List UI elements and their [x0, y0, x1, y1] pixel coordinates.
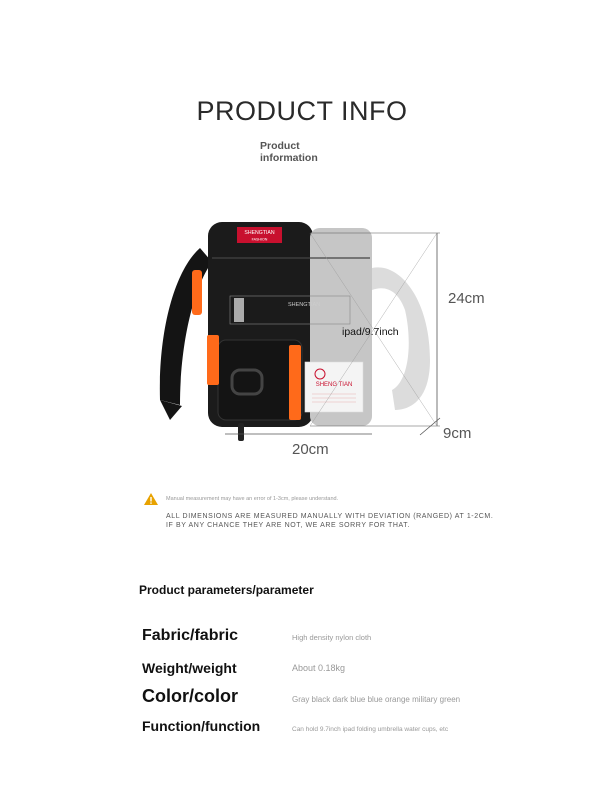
param-value-function: Can hold 9.7inch ipad folding umbrella water cups, etc [292, 726, 449, 733]
param-value-fabric: High density nylon cloth [292, 633, 372, 642]
warning-icon [143, 492, 159, 506]
bag-strap-left [160, 248, 212, 405]
strap-accent [192, 270, 202, 315]
front-label-text: SHENGTIAN [288, 302, 321, 308]
width-label: 20cm [292, 441, 329, 458]
zipper-pull [238, 423, 244, 441]
page-title: PRODUCT INFO [196, 96, 408, 126]
orange-tab-left [207, 335, 219, 385]
page-subtitle [260, 140, 340, 164]
param-key-fabric: Fabric/fabric [142, 627, 239, 644]
param-key-color: Color/color [142, 686, 239, 706]
notice-line2: ALL DIMENSIONS ARE MEASURED MANUALLY WITH DEVIATION (RANGED) AT 1-2CM. [166, 513, 494, 520]
orange-tab-right [289, 345, 301, 420]
params-title: Product parameters/parameter [139, 583, 314, 597]
brand-tag-sub: FASHION [251, 237, 268, 242]
brand-tag-text: SHENGTIAN [244, 230, 275, 236]
subtitle-line1: Product [260, 140, 300, 152]
subtitle-line2: information [260, 152, 318, 164]
param-value-color: Gray black dark blue blue orange military green [292, 695, 461, 704]
bag-dimension-figure [0, 190, 604, 470]
param-key-function: Function/function [142, 718, 261, 734]
patch-text: SHENG TIAN [315, 382, 353, 388]
param-key-weight: Weight/weight [142, 660, 237, 676]
depth-label: 9cm [443, 425, 472, 442]
bag-strap-right [372, 267, 430, 410]
param-value-weight: About 0.18kg [292, 663, 346, 673]
depth-line [420, 418, 440, 435]
notice-line1: Manual measurement may have an error of 1-3cm, please understand. [166, 496, 339, 502]
ipad-label: ipad/9.7inch [342, 326, 399, 338]
height-label: 24cm [448, 290, 485, 307]
notice-line3: IF BY ANY CHANCE THEY ARE NOT, WE ARE SORRY FOR THAT. [166, 522, 410, 529]
